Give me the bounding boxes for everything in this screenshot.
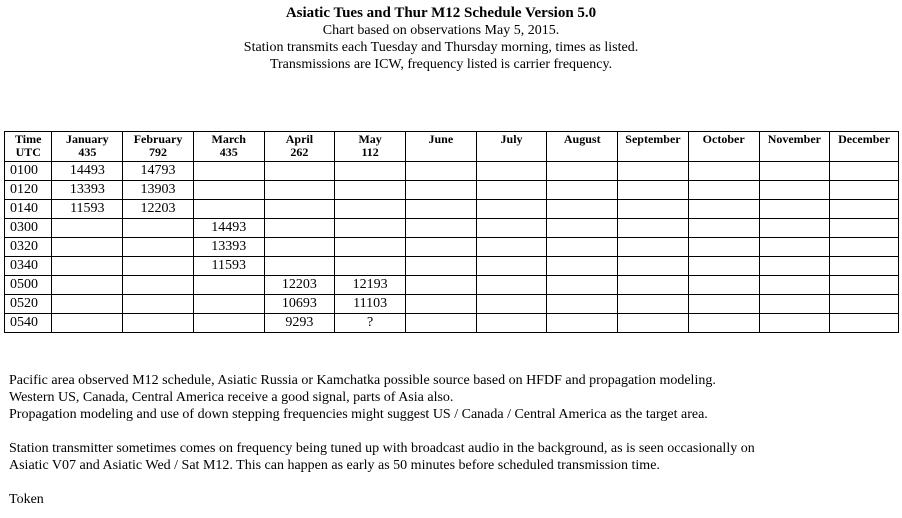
frequency-cell <box>759 219 830 238</box>
frequency-cell <box>264 181 335 200</box>
column-header <box>5 132 52 162</box>
column-header-name: September <box>625 132 681 146</box>
frequency-cell <box>759 238 830 257</box>
frequency-cell <box>547 181 618 200</box>
frequency-cell <box>264 238 335 257</box>
frequency-cell <box>476 314 547 333</box>
frequency-cell <box>688 295 759 314</box>
frequency-cell <box>618 219 689 238</box>
frequency-cell <box>547 257 618 276</box>
frequency-cell: 11593 <box>52 200 123 219</box>
frequency-cell <box>688 200 759 219</box>
schedule-table <box>4 131 899 333</box>
frequency-cell <box>688 314 759 333</box>
column-header-sub: UTC <box>15 145 41 159</box>
frequency-cell <box>193 276 264 295</box>
frequency-cell <box>405 257 476 276</box>
table-row <box>5 257 899 276</box>
frequency-cell <box>193 295 264 314</box>
frequency-cell <box>476 276 547 295</box>
frequency-cell <box>618 314 689 333</box>
frequency-cell <box>52 295 123 314</box>
frequency-cell <box>52 219 123 238</box>
frequency-cell: 13393 <box>52 181 123 200</box>
time-cell: 0520 <box>5 295 52 314</box>
frequency-cell: 11103 <box>335 295 406 314</box>
frequency-cell: 13393 <box>193 238 264 257</box>
table-row <box>5 276 899 295</box>
column-header-sub: 792 <box>149 145 168 159</box>
subtitle-transmission-mode: Transmissions are ICW, frequency listed is carrier frequency. <box>269 57 613 72</box>
table-row <box>5 200 899 219</box>
frequency-cell <box>335 162 406 181</box>
column-header <box>547 132 618 162</box>
column-header-name: July <box>500 132 523 146</box>
frequency-cell <box>193 162 264 181</box>
frequency-cell <box>52 314 123 333</box>
frequency-cell <box>476 219 547 238</box>
column-header-name: October <box>702 132 745 146</box>
frequency-cell <box>759 276 830 295</box>
column-header-name: November <box>767 132 822 146</box>
document-title: Asiatic Tues and Thur M12 Schedule Version 5.0 <box>285 5 597 21</box>
time-cell: 0540 <box>5 314 52 333</box>
frequency-cell: 11593 <box>193 257 264 276</box>
table-header-row <box>5 132 899 162</box>
note-line: Western US, Canada, Central America receive a good signal, parts of Asia also. <box>9 390 454 405</box>
frequency-cell <box>476 295 547 314</box>
frequency-cell <box>335 219 406 238</box>
frequency-cell <box>688 162 759 181</box>
column-header-sub: 435 <box>219 145 238 159</box>
column-header-sub: 112 <box>361 145 379 159</box>
signature: Token <box>9 492 44 507</box>
note-line: Asiatic V07 and Asiatic Wed / Sat M12. This can happen as early as 50 minutes before scheduled transmission time. <box>9 458 660 473</box>
note-line: Propagation modeling and use of down stepping frequencies might suggest US / Canada / Central America as the target area. <box>9 407 708 422</box>
frequency-cell <box>830 276 899 295</box>
time-cell: 0340 <box>5 257 52 276</box>
frequency-cell <box>830 162 899 181</box>
column-header-name: January <box>65 132 109 146</box>
frequency-cell <box>193 200 264 219</box>
frequency-cell: 10693 <box>264 295 335 314</box>
frequency-cell <box>688 276 759 295</box>
frequency-cell: 12193 <box>335 276 406 295</box>
frequency-cell <box>688 219 759 238</box>
column-header-name: December <box>838 132 891 146</box>
frequency-cell <box>759 257 830 276</box>
frequency-cell <box>476 200 547 219</box>
subtitle-observations: Chart based on observations May 5, 2015. <box>322 23 560 38</box>
frequency-cell <box>335 200 406 219</box>
frequency-cell: 14493 <box>193 219 264 238</box>
frequency-cell <box>405 200 476 219</box>
frequency-cell: 12203 <box>264 276 335 295</box>
frequency-cell <box>405 276 476 295</box>
frequency-cell <box>52 238 123 257</box>
frequency-cell <box>618 257 689 276</box>
frequency-cell <box>264 200 335 219</box>
table-row <box>5 295 899 314</box>
frequency-cell <box>547 162 618 181</box>
column-header <box>193 132 264 162</box>
document-header <box>0 4 882 73</box>
column-header-name: August <box>563 132 601 146</box>
column-header <box>830 132 899 162</box>
time-cell: 0120 <box>5 181 52 200</box>
frequency-cell <box>193 314 264 333</box>
frequency-cell <box>123 295 194 314</box>
frequency-cell <box>830 181 899 200</box>
column-header-name: Time <box>15 132 42 146</box>
frequency-cell: 14793 <box>123 162 194 181</box>
frequency-cell: 13903 <box>123 181 194 200</box>
subtitle-transmit-days: Station transmits each Tuesday and Thursday morning, times as listed. <box>243 40 639 55</box>
frequency-cell <box>405 162 476 181</box>
time-cell: 0500 <box>5 276 52 295</box>
frequency-cell <box>405 181 476 200</box>
table-row <box>5 314 899 333</box>
table-body <box>5 162 899 333</box>
note-line: Pacific area observed M12 schedule, Asiatic Russia or Kamchatka possible source based on HFDF and propagation modeling. <box>9 373 716 388</box>
frequency-cell <box>405 238 476 257</box>
frequency-cell <box>264 219 335 238</box>
column-header <box>405 132 476 162</box>
column-header-name: April <box>285 132 314 146</box>
frequency-cell <box>759 295 830 314</box>
column-header-name: February <box>133 132 183 146</box>
frequency-cell <box>618 276 689 295</box>
frequency-cell <box>688 257 759 276</box>
column-header-name: June <box>428 132 454 146</box>
time-cell: 0140 <box>5 200 52 219</box>
time-cell: 0100 <box>5 162 52 181</box>
frequency-cell: 9293 <box>264 314 335 333</box>
table-row <box>5 162 899 181</box>
column-header <box>264 132 335 162</box>
frequency-cell <box>759 314 830 333</box>
column-header <box>123 132 194 162</box>
column-header-sub: 262 <box>290 145 309 159</box>
frequency-cell <box>52 257 123 276</box>
frequency-cell <box>618 200 689 219</box>
frequency-cell <box>688 181 759 200</box>
frequency-cell <box>618 295 689 314</box>
note-line: Station transmitter sometimes comes on frequency being tuned up with broadcast audio in the background, as is seen occasionally on <box>9 441 755 456</box>
frequency-cell <box>759 162 830 181</box>
frequency-cell <box>52 276 123 295</box>
frequency-cell <box>618 181 689 200</box>
notes-section <box>9 372 899 508</box>
frequency-cell <box>476 162 547 181</box>
column-header <box>476 132 547 162</box>
column-header <box>618 132 689 162</box>
frequency-cell <box>476 181 547 200</box>
frequency-cell <box>193 181 264 200</box>
frequency-cell <box>405 295 476 314</box>
column-header <box>759 132 830 162</box>
column-header <box>52 132 123 162</box>
column-header <box>688 132 759 162</box>
frequency-cell <box>830 314 899 333</box>
frequency-cell <box>123 314 194 333</box>
frequency-cell <box>405 314 476 333</box>
frequency-cell <box>830 200 899 219</box>
frequency-cell <box>264 162 335 181</box>
table-row <box>5 238 899 257</box>
frequency-cell <box>830 238 899 257</box>
frequency-cell <box>830 219 899 238</box>
frequency-cell <box>759 200 830 219</box>
frequency-cell <box>547 200 618 219</box>
frequency-cell <box>830 257 899 276</box>
frequency-cell <box>405 219 476 238</box>
frequency-cell <box>547 295 618 314</box>
frequency-cell <box>123 257 194 276</box>
frequency-cell <box>335 238 406 257</box>
frequency-cell <box>335 181 406 200</box>
frequency-cell <box>759 181 830 200</box>
column-header-sub: 435 <box>78 145 97 159</box>
column-header-name: May <box>358 132 382 146</box>
frequency-cell <box>688 238 759 257</box>
time-cell: 0320 <box>5 238 52 257</box>
frequency-cell <box>547 314 618 333</box>
frequency-cell <box>476 238 547 257</box>
frequency-cell <box>547 276 618 295</box>
frequency-cell: ? <box>335 314 406 333</box>
time-cell: 0300 <box>5 219 52 238</box>
frequency-cell <box>335 257 406 276</box>
table-row <box>5 219 899 238</box>
table-row <box>5 181 899 200</box>
frequency-cell <box>547 219 618 238</box>
frequency-cell <box>618 238 689 257</box>
frequency-cell: 14493 <box>52 162 123 181</box>
frequency-cell <box>830 295 899 314</box>
frequency-cell <box>264 257 335 276</box>
frequency-cell: 12203 <box>123 200 194 219</box>
frequency-cell <box>123 276 194 295</box>
frequency-cell <box>547 238 618 257</box>
column-header-name: March <box>211 132 246 146</box>
frequency-cell <box>123 238 194 257</box>
frequency-cell <box>618 162 689 181</box>
frequency-cell <box>123 219 194 238</box>
frequency-cell <box>476 257 547 276</box>
column-header <box>335 132 406 162</box>
